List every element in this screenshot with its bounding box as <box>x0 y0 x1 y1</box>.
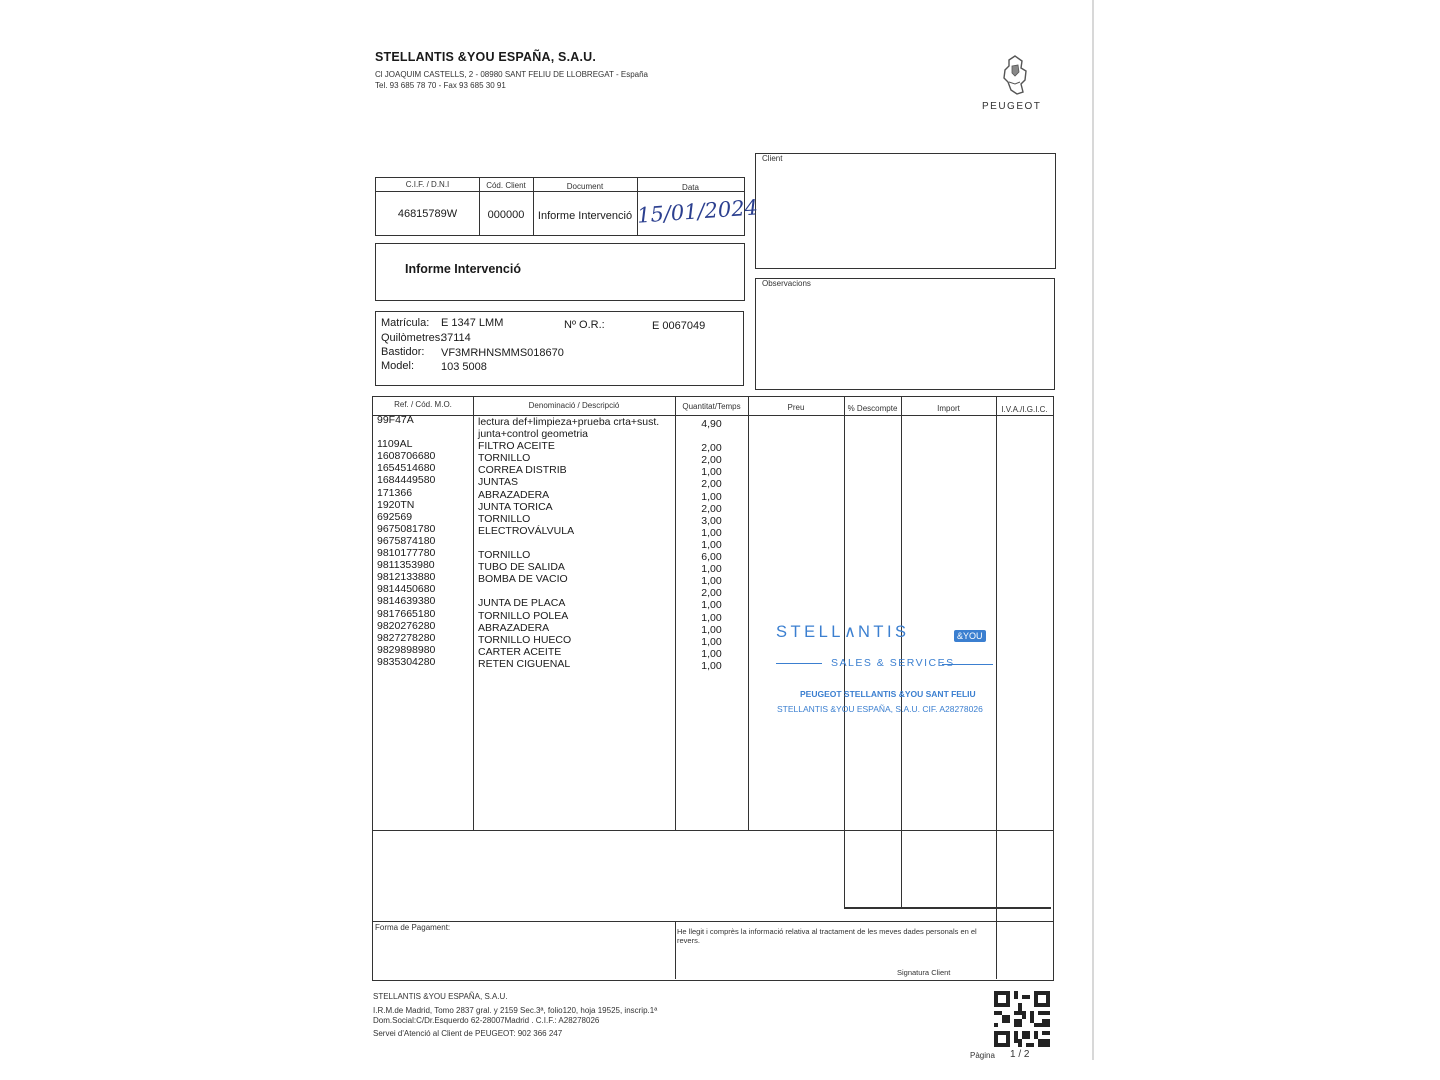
description-column: lectura def+limpieza+prueba crta+sust. junta+control geometria FILTRO ACEITE TORNILLO CORREA DISTRIB JUNTAS ABRAZADERA JUNTA TORICA TORNILLO ELECTROVÁLVULA TORNILLO TUBO DE SALIDA BOMBA DE VACIO JUNTA DE PLACA TORNILLO POLEA ABRAZADERA TORNILLO HUECO CARTER ACEITE RETEN CIGUENAL <box>478 416 660 670</box>
matricula-value: E 1347 LMM <box>441 317 504 329</box>
date-value: 15/01/2024 <box>636 195 759 228</box>
page-number: 1 / 2 <box>1010 1049 1030 1060</box>
cif-value: 46815789W <box>397 208 458 220</box>
stamp-brand-a: STELL <box>776 623 844 641</box>
header-date: Data <box>682 183 699 192</box>
company-name: STELLANTIS &YOU ESPAÑA, S.A.U. <box>375 50 597 64</box>
stamp-brand-b: NTIS <box>857 623 910 641</box>
peugeot-logo <box>995 54 1035 98</box>
model-value: 103 5008 <box>441 361 487 373</box>
header-quantity: Quantitat/Temps <box>682 402 741 411</box>
km-label: Quilòmetres: <box>381 332 444 344</box>
lion-icon <box>995 54 1035 98</box>
footer-service: Servei d'Atenció al Client de PEUGEOT: 902 366 247 <box>373 1029 563 1038</box>
observations-box <box>755 278 1055 390</box>
header-description: Denominació / Descripció <box>528 401 620 410</box>
bastidor-label: Bastidor: <box>381 346 425 358</box>
payment-label: Forma de Pagament: <box>375 923 451 932</box>
footer-company: STELLANTIS &YOU ESPAÑA, S.A.U. <box>373 992 508 1001</box>
signature-label: Signatura Client <box>897 968 951 977</box>
consent-text: He llegit i comprès la informació relativa al tractament de les meves dades personals en el revers. <box>677 927 977 945</box>
header-cif: C.I.F. / D.N.I <box>405 180 450 189</box>
observations-label: Observacions <box>762 279 811 288</box>
document-title: Informe Intervenció <box>405 262 521 276</box>
qr-code <box>994 991 1050 1047</box>
matricula-label: Matrícula: <box>381 317 430 329</box>
qr-code-icon <box>994 991 1050 1047</box>
brand-wordmark: PEUGEOT <box>982 101 1042 112</box>
vehicle-box <box>375 311 744 386</box>
client-label: Client <box>762 154 783 163</box>
company-address: Cl JOAQUIM CASTELLS, 2 - 08980 SANT FELIU DE LLOBREGAT - España <box>375 70 648 79</box>
quantity-column: 4,90 2,00 2,00 1,00 2,00 1,00 2,00 3,00 1,00 1,00 6,00 1,00 1,00 2,00 1,00 1,00 1,00 1,00 1,00 1,00 <box>701 418 722 672</box>
km-value: 37114 <box>441 332 471 344</box>
stamp-badge: &YOU <box>954 630 986 642</box>
stamp-divider-right <box>942 664 993 665</box>
stamp-line2: STELLANTIS &YOU ESPAÑA, S.A.U. CIF. A28278026 <box>777 704 983 714</box>
stamp-sub: SALES & SERVICES <box>831 657 955 669</box>
title-box <box>375 243 745 301</box>
header-client-code: Cód. Client <box>486 181 526 190</box>
or-value: E 0067049 <box>652 320 706 332</box>
header-discount: % Descompte <box>847 404 898 413</box>
company-phone: Tel. 93 685 78 70 - Fax 93 685 30 91 <box>375 81 506 90</box>
info-table <box>375 177 759 236</box>
page-edge <box>1092 0 1094 1060</box>
stamp-line1: PEUGEOT STELLANTIS &YOU SANT FELIU <box>800 689 976 699</box>
stamp-brand <box>776 622 910 642</box>
company-stamp <box>776 618 998 722</box>
ref-column: 99F47A 1109AL 1608706680 1654514680 1684449580 171366 1920TN 692569 9675081780 9675874180 9810177780 9811353980 9812133880 9814450680 9814639380 9817665180 9820276280 9827278280 9829898980 9835304280 <box>377 414 436 668</box>
client-code-value: 000000 <box>487 209 525 221</box>
footer-registry: I.R.M.de Madrid, Tomo 2837 gral. y 2159 Sec.3ª, folio120, hoja 19525, inscrip.1ª <box>373 1006 658 1015</box>
or-label: Nº O.R.: <box>564 319 605 331</box>
stamp-divider-left <box>776 663 822 664</box>
document-value: Informe Intervenció <box>537 210 633 222</box>
header-import: Import <box>937 404 960 413</box>
bastidor-value: VF3MRHNSMMS018670 <box>441 347 564 359</box>
header-price: Preu <box>787 403 805 412</box>
page-label: Pàgina <box>970 1051 995 1060</box>
header-ref: Ref. / Cód. M.O. <box>394 400 452 409</box>
header-vat: I.V.A./I.G.I.C. <box>1001 405 1048 414</box>
client-box <box>755 153 1056 269</box>
stamp-a-icon: ∧ <box>843 623 860 641</box>
model-label: Model: <box>381 360 415 372</box>
footer-address: Dom.Social:C/Dr.Esquerdo 62-28007Madrid . C.I.F.: A28278026 <box>373 1016 600 1025</box>
header-document: Document <box>566 182 604 191</box>
